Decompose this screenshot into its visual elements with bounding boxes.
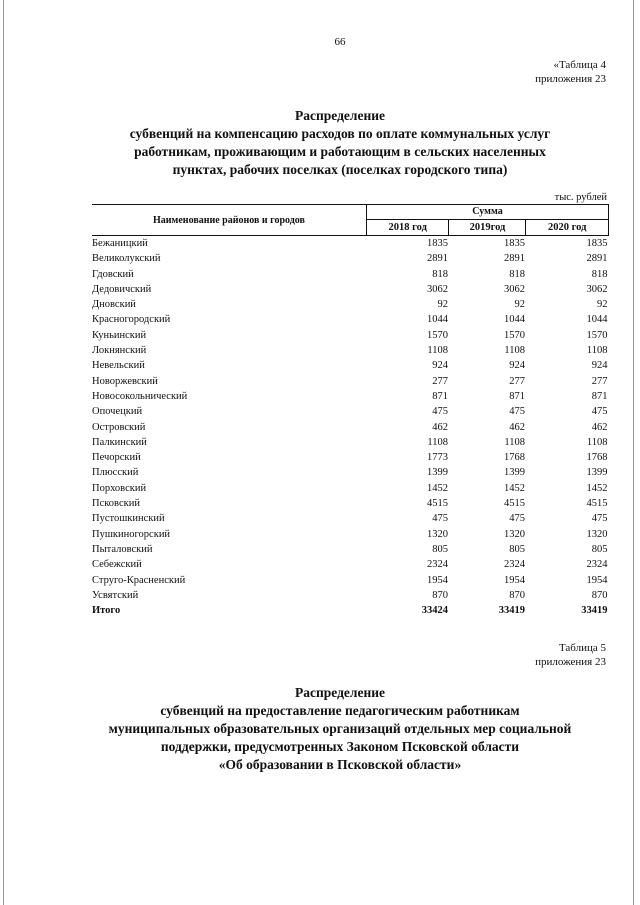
table-row (92, 511, 609, 526)
amount-2018: 475 (432, 513, 448, 525)
district-name: Новосокольнический (92, 390, 188, 402)
amount-2020: 1452 (586, 482, 608, 494)
amount-2018: 870 (432, 589, 448, 601)
table-row (92, 435, 609, 450)
header-year-2020: 2020 год (526, 219, 609, 235)
amount-2020: 2891 (586, 253, 608, 265)
amount-2018: 33424 (421, 605, 448, 617)
district-name: Итого (92, 605, 121, 617)
amount-2020: 1835 (586, 238, 608, 249)
district-name: Опочецкий (92, 406, 143, 418)
heading2-line2: субвенций на предоставление педагогическим работникам (160, 703, 520, 718)
amount-2018: 277 (432, 375, 448, 387)
table-row (92, 588, 609, 603)
heading-table5 (60, 684, 620, 774)
amount-2019: 924 (509, 360, 525, 372)
amount-2018: 1108 (427, 345, 448, 357)
district-name: Красногородский (92, 314, 171, 326)
table-row (92, 251, 609, 266)
amount-2020: 871 (591, 390, 608, 402)
table4-ref-line1: «Таблица 4 (553, 59, 606, 71)
amount-2020: 3062 (586, 283, 608, 295)
amount-2018: 2324 (426, 559, 448, 571)
district-name: Новоржевский (92, 375, 158, 387)
page-number: 66 (334, 36, 346, 48)
table-row (92, 282, 609, 297)
amount-2019: 871 (509, 390, 525, 402)
amount-2019: 805 (509, 543, 525, 555)
amount-2020: 870 (591, 589, 608, 601)
table-row (92, 404, 609, 419)
amount-2019: 870 (509, 589, 525, 601)
amount-2020: 1044 (586, 314, 608, 326)
amount-2018: 4515 (426, 498, 448, 510)
district-name: Плюсский (92, 467, 139, 479)
heading1-line1: Распределение (294, 108, 386, 123)
amount-2020: 1768 (586, 452, 608, 464)
amount-2019: 1320 (503, 528, 525, 540)
amount-2020: 2324 (586, 559, 608, 571)
table-row (92, 481, 609, 496)
amount-2019: 2324 (503, 559, 525, 571)
amount-2018: 818 (432, 268, 448, 280)
header-name: Наименование районов и городов (92, 205, 367, 236)
amount-2019: 1108 (504, 345, 525, 357)
heading1-line4: пунктах, рабочих поселках (поселках городского типа) (172, 162, 508, 177)
table-row (92, 328, 609, 343)
district-name: Псковский (92, 498, 140, 510)
amount-2020: 1570 (586, 329, 608, 341)
amount-2020: 4515 (586, 498, 608, 510)
table-row (92, 297, 609, 312)
district-name: Островский (92, 421, 146, 433)
amount-2020: 805 (591, 543, 608, 555)
amount-2020: 277 (591, 375, 608, 387)
table5-ref-line1: Таблица 5 (558, 642, 606, 654)
amount-2020: 1399 (586, 467, 608, 479)
amount-2018: 2891 (426, 253, 448, 265)
table4-reference (535, 58, 606, 86)
amount-2019: 1768 (503, 452, 525, 464)
amount-2020: 92 (597, 299, 608, 311)
district-name: Пустошкинский (92, 513, 165, 525)
header-year-2018: 2018 год (367, 219, 449, 235)
district-name: Усвятский (92, 589, 139, 601)
district-name: Порховский (92, 482, 147, 494)
amount-2018: 1570 (426, 329, 448, 341)
district-name: Палкинский (92, 436, 147, 448)
table4-ref-line2: приложения 23 (535, 73, 606, 85)
amount-2019: 1452 (503, 482, 525, 494)
amount-2019: 475 (509, 513, 525, 525)
amount-2018: 871 (432, 390, 448, 402)
scan-left-edge (3, 0, 4, 905)
table-row (92, 267, 609, 282)
district-name: Пыталовский (92, 543, 153, 555)
district-name: Гдовский (92, 268, 134, 280)
amount-2019: 475 (509, 406, 525, 418)
table-row (92, 358, 609, 373)
table-row (92, 312, 609, 327)
table-row (92, 236, 609, 252)
amount-2018: 92 (437, 299, 448, 311)
amount-2019: 1570 (503, 329, 525, 341)
amount-2018: 1320 (426, 528, 448, 540)
district-name: Печорский (92, 452, 141, 464)
table5-ref-line2: приложения 23 (535, 656, 606, 668)
amount-2019: 92 (514, 299, 525, 311)
district-name: Великолукский (92, 253, 161, 265)
amount-2018: 1399 (426, 467, 448, 479)
table-row (92, 542, 609, 557)
amount-2019: 818 (509, 268, 525, 280)
district-name: Дновский (92, 299, 136, 311)
heading1-line3: работникам, проживающим и работающим в сельских населенных (134, 144, 546, 159)
table5-reference (535, 641, 606, 669)
amount-2019: 3062 (503, 283, 525, 295)
table-row (92, 527, 609, 542)
amount-2020: 924 (591, 360, 608, 372)
unit-label: тыс. рублей (554, 192, 607, 203)
heading1-line2: субвенций на компенсацию расходов по оплате коммунальных услуг (129, 126, 551, 141)
amount-2018: 3062 (426, 283, 448, 295)
district-name: Куньинский (92, 329, 147, 341)
district-name: Бежаницкий (92, 238, 148, 249)
table-body (92, 236, 609, 619)
table-row (92, 450, 609, 465)
table-row (92, 389, 609, 404)
amount-2020: 1954 (586, 574, 608, 586)
table-row (92, 465, 609, 480)
amount-2020: 1320 (586, 528, 608, 540)
amount-2019: 1044 (503, 314, 525, 326)
heading-table4 (60, 107, 620, 179)
scan-right-edge (633, 0, 634, 905)
district-name: Локнянский (92, 345, 147, 357)
heading2-line5: «Об образовании в Псковской области» (218, 757, 462, 772)
amount-2018: 924 (432, 360, 448, 372)
table-row (92, 557, 609, 572)
amount-2019: 2891 (503, 253, 525, 265)
table-row (92, 374, 609, 389)
amount-2020: 462 (591, 421, 608, 433)
header-year-2019: 2019год (449, 219, 526, 235)
amount-2018: 1452 (426, 482, 448, 494)
amount-2018: 462 (432, 421, 448, 433)
total-row (92, 603, 609, 618)
district-name: Себежский (92, 559, 142, 571)
amount-2019: 1108 (504, 436, 525, 448)
amount-2020: 818 (591, 268, 608, 280)
amount-2018: 1954 (426, 574, 448, 586)
amount-2019: 1399 (503, 467, 525, 479)
amount-2019: 1954 (503, 574, 525, 586)
amount-2020: 33419 (581, 605, 608, 617)
amount-2019: 277 (509, 375, 525, 387)
amount-2018: 805 (432, 543, 448, 555)
district-name: Струго-Красненский (92, 574, 186, 586)
amount-2020: 475 (591, 513, 608, 525)
amount-2019: 4515 (503, 498, 525, 510)
amount-2018: 1835 (426, 238, 448, 249)
table-row (92, 343, 609, 358)
amount-2018: 1108 (427, 436, 448, 448)
amount-2018: 475 (432, 406, 448, 418)
amount-2019: 462 (509, 421, 525, 433)
amount-2020: 475 (591, 406, 608, 418)
district-name: Невельский (92, 360, 145, 372)
amount-2020: 1108 (586, 345, 608, 357)
amount-2018: 1773 (426, 452, 448, 464)
header-sum: Сумма (367, 205, 609, 220)
heading2-line3: муниципальных образовательных организаций отдельных мер социальной (108, 721, 572, 736)
heading2-line4: поддержки, предусмотренных Законом Псковской области (160, 739, 520, 754)
table-row (92, 496, 609, 511)
table-row (92, 573, 609, 588)
district-name: Пушкиногорский (92, 528, 171, 540)
distribution-table (92, 204, 609, 618)
heading2-line1: Распределение (294, 685, 386, 700)
district-name: Дедовичский (92, 283, 152, 295)
amount-2020: 1108 (586, 436, 608, 448)
table-row (92, 420, 609, 435)
amount-2019: 1835 (503, 238, 525, 249)
amount-2018: 1044 (426, 314, 448, 326)
amount-2019: 33419 (498, 605, 525, 617)
